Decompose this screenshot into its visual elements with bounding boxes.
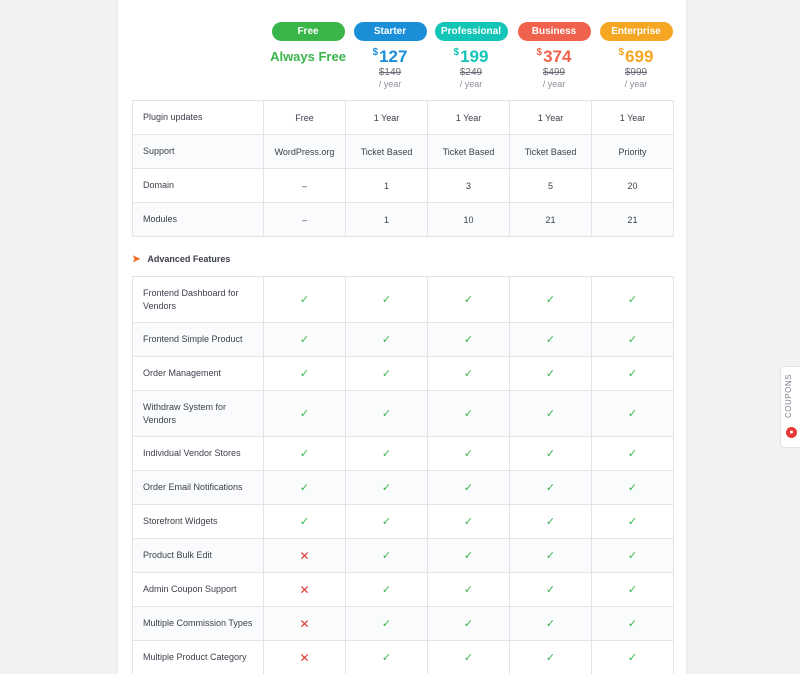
check-icon: ✓ xyxy=(299,516,310,528)
table-cell xyxy=(428,391,510,437)
table-row xyxy=(133,357,674,391)
check-icon: ✓ xyxy=(545,334,556,346)
rocket-icon: ➤ xyxy=(132,254,141,265)
check-icon: ✓ xyxy=(545,618,556,630)
check-icon: ✓ xyxy=(627,516,638,528)
check-icon: ✓ xyxy=(381,550,392,562)
check-icon: ✓ xyxy=(627,550,638,562)
plan-business-pill[interactable]: Business xyxy=(518,22,591,41)
check-icon: ✓ xyxy=(545,550,556,562)
cross-icon: ✕ xyxy=(299,582,310,597)
table-row xyxy=(133,641,674,674)
table-row xyxy=(133,505,674,539)
feature-name: Order Management xyxy=(133,357,264,391)
table-cell: 5 xyxy=(510,169,592,203)
table-cell xyxy=(346,277,428,323)
check-icon: ✓ xyxy=(381,482,392,494)
check-icon: ✓ xyxy=(627,334,638,346)
plan-free xyxy=(267,22,349,64)
feature-name: Multiple Commission Types xyxy=(133,607,264,641)
table-cell xyxy=(264,505,346,539)
table-cell xyxy=(346,471,428,505)
table-cell xyxy=(346,391,428,437)
table-cell: Priority xyxy=(592,135,674,169)
feature-name: Frontend Simple Product xyxy=(133,323,264,357)
table-cell xyxy=(346,607,428,641)
check-icon: ✓ xyxy=(463,448,474,460)
plan-free-pill[interactable]: Free xyxy=(272,22,345,41)
table-cell xyxy=(264,437,346,471)
cross-icon: ✕ xyxy=(299,616,310,631)
check-icon: ✓ xyxy=(381,368,392,380)
currency-symbol: $ xyxy=(453,47,460,58)
table-cell xyxy=(264,277,346,323)
table-cell xyxy=(592,323,674,357)
business-price xyxy=(513,43,595,67)
table-cell xyxy=(346,539,428,573)
table-cell xyxy=(264,641,346,674)
check-icon: ✓ xyxy=(545,584,556,596)
plan-starter-pill[interactable]: Starter xyxy=(354,22,427,41)
professional-price xyxy=(430,43,512,67)
check-icon: ✓ xyxy=(299,482,310,494)
table-cell xyxy=(510,357,592,391)
table-cell xyxy=(428,505,510,539)
table-row xyxy=(133,323,674,357)
table-cell xyxy=(346,641,428,674)
check-icon: ✓ xyxy=(463,368,474,380)
table-cell xyxy=(592,607,674,641)
check-icon: ✓ xyxy=(545,448,556,460)
table-cell: Ticket Based xyxy=(428,135,510,169)
table-cell xyxy=(264,357,346,391)
check-icon: ✓ xyxy=(627,294,638,306)
table-cell xyxy=(346,357,428,391)
coupons-label: COUPONS xyxy=(784,374,793,418)
feature-name: Plugin updates xyxy=(133,101,264,135)
advanced-features-heading xyxy=(132,254,230,265)
table-row xyxy=(133,277,674,323)
check-icon: ✓ xyxy=(627,448,638,460)
table-row xyxy=(133,135,674,169)
price-amount: 199 xyxy=(460,47,489,66)
check-icon: ✓ xyxy=(299,368,310,380)
table-cell xyxy=(510,391,592,437)
table-cell: Ticket Based xyxy=(510,135,592,169)
plan-professional xyxy=(430,22,512,90)
check-icon: ✓ xyxy=(463,294,474,306)
table-cell xyxy=(264,539,346,573)
table-cell xyxy=(592,505,674,539)
price-amount: 374 xyxy=(543,47,572,66)
plan-starter xyxy=(349,22,431,90)
professional-old-price: $249 xyxy=(459,67,483,78)
cross-icon: ✕ xyxy=(299,650,310,665)
table-cell xyxy=(592,471,674,505)
check-icon: ✓ xyxy=(299,448,310,460)
table-cell xyxy=(428,607,510,641)
table-cell xyxy=(510,505,592,539)
table-cell: – xyxy=(264,169,346,203)
plan-business xyxy=(513,22,595,90)
check-icon: ✓ xyxy=(545,652,556,664)
table-cell xyxy=(428,471,510,505)
coupons-tab[interactable] xyxy=(780,366,800,448)
table-cell xyxy=(264,607,346,641)
table-cell xyxy=(264,471,346,505)
check-icon: ✓ xyxy=(299,408,310,420)
currency-symbol: $ xyxy=(372,47,379,58)
check-icon: ✓ xyxy=(627,482,638,494)
table-row xyxy=(133,471,674,505)
table-row xyxy=(133,203,674,237)
table-cell xyxy=(428,277,510,323)
check-icon: ✓ xyxy=(627,368,638,380)
basic-features-table xyxy=(132,100,674,237)
table-cell xyxy=(264,323,346,357)
check-icon: ✓ xyxy=(463,516,474,528)
check-icon: ✓ xyxy=(463,482,474,494)
check-icon: ✓ xyxy=(545,368,556,380)
feature-name: Withdraw System for Vendors xyxy=(133,391,264,437)
check-icon: ✓ xyxy=(463,334,474,346)
feature-name: Order Email Notifications xyxy=(133,471,264,505)
check-icon: ✓ xyxy=(299,334,310,346)
check-icon: ✓ xyxy=(381,584,392,596)
check-icon: ✓ xyxy=(463,584,474,596)
table-cell xyxy=(592,573,674,607)
table-cell xyxy=(428,323,510,357)
check-icon: ✓ xyxy=(463,652,474,664)
check-icon: ✓ xyxy=(381,652,392,664)
enterprise-old-price: $999 xyxy=(624,67,648,78)
table-cell xyxy=(428,357,510,391)
check-icon: ✓ xyxy=(463,618,474,630)
currency-symbol: $ xyxy=(618,47,625,58)
table-cell xyxy=(592,641,674,674)
table-cell: 1 xyxy=(346,203,428,237)
check-icon: ✓ xyxy=(381,408,392,420)
feature-name: Multiple Product Category xyxy=(133,641,264,674)
check-icon: ✓ xyxy=(627,652,638,664)
enterprise-per: / year xyxy=(624,79,648,89)
plan-enterprise xyxy=(595,22,677,90)
table-cell: 1 Year xyxy=(592,101,674,135)
check-icon: ✓ xyxy=(545,294,556,306)
table-cell: 10 xyxy=(428,203,510,237)
table-cell xyxy=(264,391,346,437)
check-icon: ✓ xyxy=(545,482,556,494)
feature-name: Support xyxy=(133,135,264,169)
starter-price xyxy=(349,43,431,67)
table-cell xyxy=(428,539,510,573)
check-icon: ✓ xyxy=(627,408,638,420)
table-cell: 21 xyxy=(592,203,674,237)
plan-professional-pill[interactable]: Professional xyxy=(435,22,508,41)
business-per: / year xyxy=(542,79,566,89)
table-cell xyxy=(592,357,674,391)
table-cell: 20 xyxy=(592,169,674,203)
table-cell: 1 Year xyxy=(346,101,428,135)
table-cell xyxy=(592,437,674,471)
check-icon: ✓ xyxy=(545,516,556,528)
check-icon: ✓ xyxy=(299,294,310,306)
table-row xyxy=(133,573,674,607)
currency-symbol: $ xyxy=(536,47,543,58)
table-cell xyxy=(346,505,428,539)
table-row xyxy=(133,101,674,135)
check-icon: ✓ xyxy=(627,618,638,630)
table-cell xyxy=(510,277,592,323)
tag-icon: ● xyxy=(786,427,797,438)
advanced-features-title: Advanced Features xyxy=(147,254,231,264)
table-cell xyxy=(346,323,428,357)
table-cell: – xyxy=(264,203,346,237)
table-row xyxy=(133,437,674,471)
table-cell xyxy=(428,641,510,674)
table-cell xyxy=(346,573,428,607)
table-row xyxy=(133,391,674,437)
enterprise-price xyxy=(595,43,677,67)
table-cell xyxy=(510,323,592,357)
feature-name: Frontend Dashboard for Vendors xyxy=(133,277,264,323)
table-cell xyxy=(510,641,592,674)
table-cell: 3 xyxy=(428,169,510,203)
table-row xyxy=(133,539,674,573)
table-cell xyxy=(428,437,510,471)
feature-name: Admin Coupon Support xyxy=(133,573,264,607)
check-icon: ✓ xyxy=(545,408,556,420)
table-row xyxy=(133,607,674,641)
feature-name: Domain xyxy=(133,169,264,203)
check-icon: ✓ xyxy=(381,334,392,346)
feature-name: Individual Vendor Stores xyxy=(133,437,264,471)
plan-headers xyxy=(152,22,709,92)
table-cell xyxy=(592,539,674,573)
table-cell: 1 xyxy=(346,169,428,203)
table-cell: WordPress.org xyxy=(264,135,346,169)
check-icon: ✓ xyxy=(381,516,392,528)
table-cell: 21 xyxy=(510,203,592,237)
table-cell xyxy=(510,607,592,641)
check-icon: ✓ xyxy=(463,550,474,562)
table-row xyxy=(133,169,674,203)
feature-name: Modules xyxy=(133,203,264,237)
table-cell xyxy=(346,437,428,471)
price-amount: 127 xyxy=(379,47,408,66)
always-free-label: Always Free xyxy=(270,49,346,64)
table-cell xyxy=(428,573,510,607)
cross-icon: ✕ xyxy=(299,548,310,563)
table-cell: Ticket Based xyxy=(346,135,428,169)
table-cell xyxy=(510,471,592,505)
feature-name: Storefront Widgets xyxy=(133,505,264,539)
check-icon: ✓ xyxy=(627,584,638,596)
check-icon: ✓ xyxy=(381,448,392,460)
business-old-price: $499 xyxy=(542,67,566,78)
table-cell: 1 Year xyxy=(510,101,592,135)
check-icon: ✓ xyxy=(381,294,392,306)
starter-per: / year xyxy=(378,79,402,89)
table-cell xyxy=(592,391,674,437)
table-cell xyxy=(510,539,592,573)
feature-name: Product Bulk Edit xyxy=(133,539,264,573)
table-cell xyxy=(264,573,346,607)
table-cell: Free xyxy=(264,101,346,135)
table-cell xyxy=(510,437,592,471)
table-cell: 1 Year xyxy=(428,101,510,135)
table-cell xyxy=(592,277,674,323)
table-cell xyxy=(510,573,592,607)
plan-enterprise-pill[interactable]: Enterprise xyxy=(600,22,673,41)
check-icon: ✓ xyxy=(463,408,474,420)
check-icon: ✓ xyxy=(381,618,392,630)
price-amount: 699 xyxy=(625,47,654,66)
advanced-features-table xyxy=(132,276,674,674)
starter-old-price: $149 xyxy=(378,67,402,78)
professional-per: / year xyxy=(459,79,483,89)
